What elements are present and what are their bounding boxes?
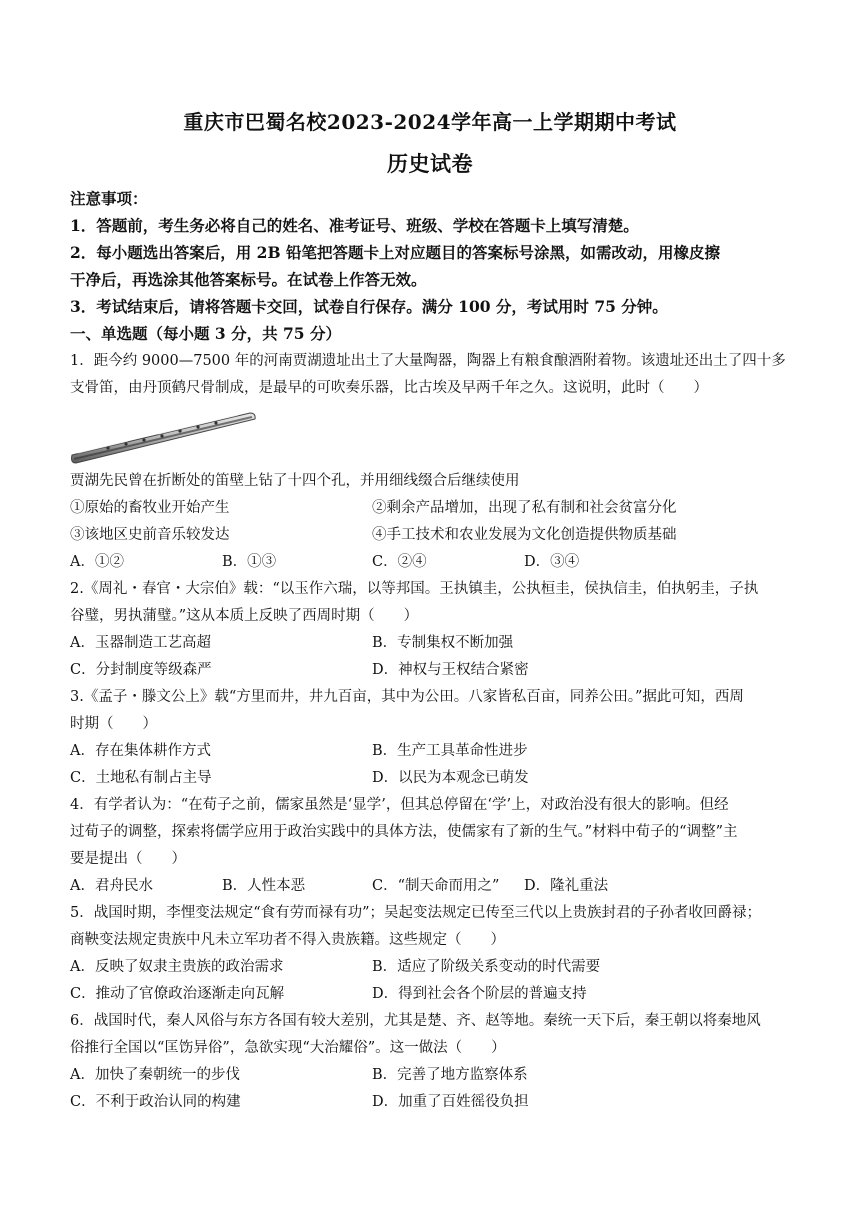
q1-option-b: B．①③ — [222, 554, 277, 570]
q2-option-d: D．神权与王权结合紧密 — [372, 662, 529, 678]
q2-option-c: C．分封制度等级森严 — [70, 662, 212, 678]
q4-option-a: A．君舟民水 — [70, 878, 153, 894]
q4-stem-line-2: 过荀子的调整，探索将儒学应用于政治实践中的具体方法，使儒家有了新的生气。”材料中荀子的“调整”主 — [70, 824, 738, 840]
section-heading: 一、单选题（每小题 3 分，共 75 分） — [70, 324, 341, 343]
q6-option-a: A．加快了秦朝统一的步伐 — [70, 1067, 240, 1083]
q2-option-b: B．专制集权不断加强 — [372, 635, 514, 651]
q3-option-b: B．生产工具革命性进步 — [372, 743, 528, 759]
q1-stem-line-2: 支骨笛，由丹顶鹤尺骨制成，是最早的可吹奏乐器，比古埃及早两千年之久。这说明，此时（ ） — [70, 380, 708, 396]
q1-statement-4: ④手工技术和农业发展为文化创造提供物质基础 — [372, 527, 677, 543]
q1-option-d: D．③④ — [524, 554, 580, 570]
q3-option-c: C．土地私有制占主导 — [70, 770, 212, 786]
q5-stem-line-1: 5．战国时期，李悝变法规定“食有劳而禄有功”；吴起变法规定已传至三代以上贵族封君的子孙者收回爵禄； — [70, 905, 762, 921]
q4-stem-line-1: 4．有学者认为：“在荀子之前，儒家虽然是‘显学’，但其总停留在‘学’上，对政治没有很大的影响。但经 — [70, 797, 729, 813]
q1-statement-2: ②剩余产品增加，出现了私有制和社会贫富分化 — [372, 500, 677, 516]
q4-stem-line-3: 要是提出（ ） — [70, 851, 186, 867]
exam-title: 重庆市巴蜀名校2023-2024学年高一上学期期中考试 — [183, 110, 677, 134]
q6-option-c: C．不利于政治认同的构建 — [70, 1094, 241, 1110]
q4-option-d: D．隆礼重法 — [524, 878, 609, 894]
q5-stem-line-2: 商鞅变法规定贵族中凡未立军功者不得入贵族籍。这些规定（ ） — [70, 932, 505, 948]
notice-item-3: 3．考试结束后，请将答题卡交回，试卷自行保存。满分 100 分，考试用时 75 分钟。 — [70, 297, 668, 316]
q3-option-a: A．存在集体耕作方式 — [70, 743, 211, 759]
q1-statement-1: ①原始的畜牧业开始产生 — [70, 500, 230, 516]
q2-stem-line-2: 谷璧，男执蒲璧。”这从本质上反映了西周时期（ ） — [70, 608, 419, 624]
q2-stem-line-1: 2.《周礼・春官・大宗伯》载：“以玉作六瑞，以等邦国。王执镇圭，公执桓圭，侯执信圭，伯执躬圭，子执 — [70, 581, 759, 597]
q1-option-c: C．②④ — [372, 554, 427, 570]
exam-subtitle: 历史试卷 — [387, 151, 473, 176]
notice-item-1: 1．答题前，考生务必将自己的姓名、准考证号、班级、学校在答题卡上填写清楚。 — [70, 216, 639, 235]
notice-item-2b: 干净后，再选涂其他答案标号。在试卷上作答无效。 — [70, 270, 427, 289]
q3-stem-line-1: 3.《孟子・滕文公上》载“方里而井，井九百亩，其中为公田。八家皆私百亩，同养公田。”据此可知，西周 — [70, 689, 744, 705]
bone-flute-image — [68, 403, 258, 465]
q1-stem-line-1: 1．距今约 9000—7500 年的河南贾湖遗址出土了大量陶器，陶器上有粮食酿酒附着物。该遗址还出土了四十多 — [70, 353, 786, 369]
q5-option-b: B．适应了阶级关系变动的时代需要 — [372, 959, 601, 975]
q1-statement-3: ③该地区史前音乐较发达 — [70, 527, 230, 543]
q6-stem-line-2: 俗推行全国以“匡饬异俗”，急欲实现“大治耀俗”。这一做法（ ） — [70, 1040, 506, 1056]
q6-option-b: B．完善了地方监察体系 — [372, 1067, 528, 1083]
q5-option-a: A．反映了奴隶主贵族的政治需求 — [70, 959, 284, 975]
q6-option-d: D．加重了百姓徭役负担 — [372, 1094, 529, 1110]
q5-option-d: D．得到社会各个阶层的普遍支持 — [372, 986, 587, 1002]
q4-option-b: B．人性本恶 — [222, 878, 306, 894]
notice-item-2a: 2．每小题选出答案后，用 2B 铅笔把答题卡上对应题目的答案标号涂黑，如需改动，用橡皮擦 — [70, 243, 720, 262]
q5-option-c: C．推动了官僚政治逐渐走向瓦解 — [70, 986, 285, 1002]
q2-option-a: A．玉器制造工艺高超 — [70, 635, 211, 651]
q3-option-d: D．以民为本观念已萌发 — [372, 770, 529, 786]
q3-stem-line-2: 时期（ ） — [70, 716, 157, 732]
q1-option-a: A．①② — [70, 554, 124, 570]
q4-option-c: C．“制天命而用之” — [372, 878, 500, 894]
q1-image-caption: 贾湖先民曾在折断处的笛壁上钻了十四个孔，并用细线缀合后继续使用 — [70, 473, 520, 489]
q6-stem-line-1: 6．战国时代，秦人风俗与东方各国有较大差别，尤其是楚、齐、赵等地。秦统一天下后，秦王朝以将秦地风 — [70, 1013, 761, 1029]
notice-heading: 注意事项： — [70, 189, 148, 208]
